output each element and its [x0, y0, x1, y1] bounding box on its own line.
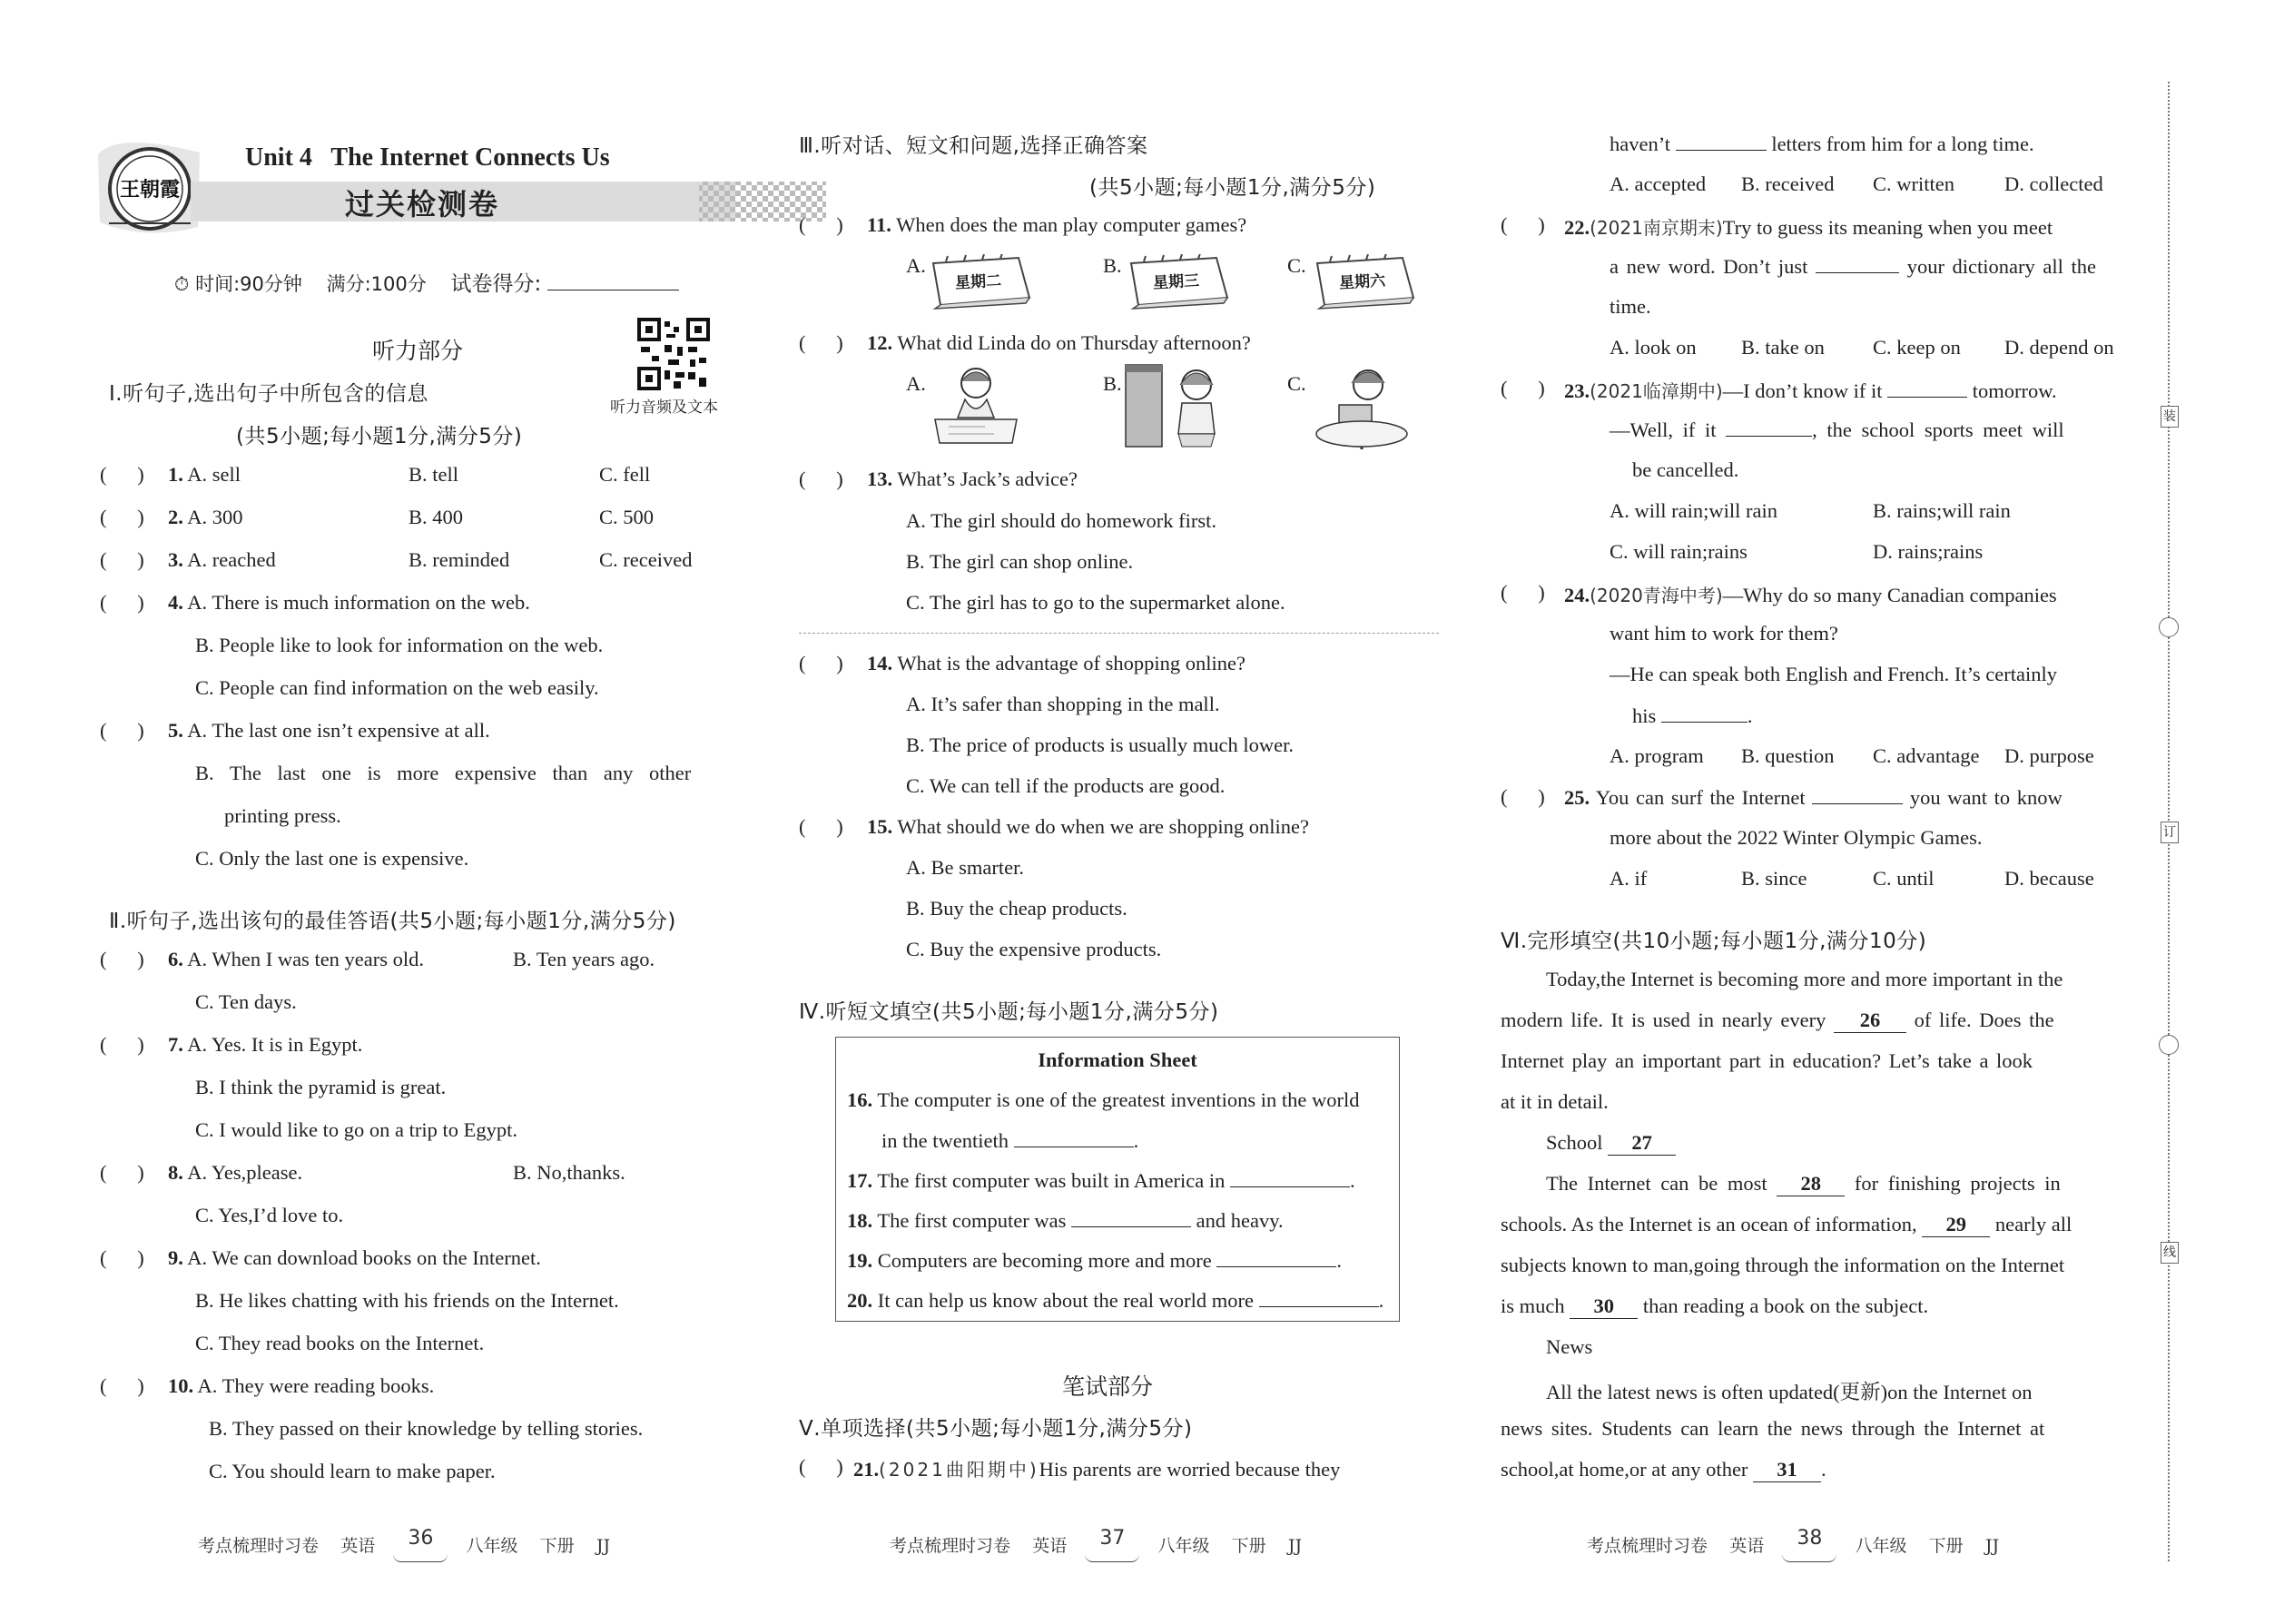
cloze-text: Internet play an important part in education? Let’s take a look — [1501, 1049, 2033, 1072]
answer-paren[interactable]: ( ) — [100, 548, 144, 571]
column-left — [100, 0, 744, 1624]
q25-blank[interactable] — [1812, 785, 1903, 804]
q22-option-d[interactable]: D. depend on — [2004, 336, 2114, 359]
q22-text-cont: a new word. Don’t just — [1610, 255, 1808, 278]
q25-text-cont: more about the 2022 Winter Olympic Games. — [1610, 826, 1983, 849]
q24-text-cont: want him to work for them? — [1610, 622, 1838, 645]
cloze-text: Today,the Internet is becoming more and more important in the — [1546, 968, 2063, 990]
q13-num: 13. — [867, 468, 893, 490]
q6-option-c[interactable]: C. Ten days. — [195, 990, 297, 1013]
q15-num: 15. — [867, 815, 893, 838]
footer-right — [1587, 1527, 2000, 1557]
q24-text-end: his — [1632, 704, 1657, 727]
cloze-blank-26[interactable]: 26 — [1834, 1009, 1906, 1033]
question-4 — [100, 591, 158, 615]
footer-edition: JJ — [596, 1536, 611, 1556]
q22-option-c[interactable]: C. keep on — [1873, 336, 1961, 359]
answer-paren[interactable]: ( ) — [1501, 581, 1545, 604]
question-10 — [100, 1374, 158, 1398]
question-25 — [1501, 785, 1559, 809]
unit-label: Unit 4 — [245, 143, 312, 172]
footer-subject: 英语 — [1032, 1536, 1068, 1556]
cloze-text: news sites. Students can learn the news through the Internet at — [1501, 1417, 2045, 1440]
q4-option-b[interactable]: B. People like to look for information on the web. — [195, 634, 604, 656]
q9-option-b[interactable]: B. He likes chatting with his friends on the Internet. — [195, 1289, 619, 1312]
binding-hole-icon — [2159, 1035, 2179, 1055]
question-13 — [799, 468, 857, 491]
q6-num: 6. — [168, 948, 183, 970]
q25-option-d[interactable]: D. because — [2004, 867, 2094, 890]
q3-option-c[interactable]: C. received — [599, 548, 693, 571]
q16-text: The computer is one of the greatest inventions in the world — [877, 1088, 1360, 1111]
question-11 — [799, 213, 857, 237]
answer-paren[interactable]: ( ) — [100, 506, 144, 528]
q6-option-a[interactable]: A. When I was ten years old. — [187, 948, 425, 970]
footer-edition: JJ — [1984, 1536, 2000, 1556]
binding-mark-3: 线 — [2161, 1242, 2179, 1264]
question-15 — [799, 815, 857, 839]
clock-icon: ⏱ — [174, 273, 190, 295]
footer-subject: 英语 — [1729, 1536, 1765, 1556]
q21-option-d[interactable]: D. collected — [2004, 172, 2103, 195]
cloze-text: All the latest news is often updated(更新)on the Internet on — [1546, 1381, 2033, 1403]
question-3 — [100, 548, 158, 572]
cloze-blank-28[interactable]: 28 — [1777, 1172, 1845, 1196]
q17-text: The first computer was built in America in — [877, 1169, 1226, 1192]
footer-volume: 下册 — [1928, 1536, 1964, 1556]
sec2-title: Ⅱ.听句子,选出该句的最佳答语(共5小题;每小题1分,满分5分) — [109, 910, 676, 933]
q20-text: It can help us know about the real world more — [877, 1289, 1255, 1312]
q2-option-c[interactable]: C. 500 — [599, 506, 655, 528]
question-1 — [100, 463, 158, 487]
answer-paren[interactable]: ( ) — [799, 815, 843, 838]
q2-option-b[interactable]: B. 400 — [409, 506, 464, 528]
cloze-blank-29[interactable]: 29 — [1922, 1213, 1990, 1237]
answer-paren[interactable]: ( ) — [100, 1161, 144, 1184]
q24-source: (2020青海中考) — [1590, 585, 1723, 606]
score-blank[interactable] — [547, 271, 679, 290]
q9-option-a[interactable]: A. We can download books on the Internet. — [187, 1246, 541, 1269]
q20-num: 20. — [847, 1289, 873, 1312]
q15-option-b[interactable]: B. Buy the cheap products. — [906, 897, 1127, 920]
calendar-tuesday-icon[interactable] — [928, 254, 1033, 316]
q15-option-c[interactable]: C. Buy the expensive products. — [906, 938, 1162, 960]
q4-option-c[interactable]: C. People can find information on the web easily. — [195, 676, 599, 699]
q11-option-c[interactable]: C. — [1287, 254, 1306, 277]
calendar-label: 星期三 — [1152, 271, 1200, 293]
q16-num: 16. — [847, 1088, 873, 1111]
q3-num: 3. — [168, 548, 183, 571]
question-8 — [100, 1161, 158, 1185]
q21-text-cont: haven’t — [1610, 133, 1671, 155]
cloze-text: subjects known to man,going through the information on the Internet — [1501, 1254, 2065, 1276]
answer-paren[interactable]: ( ) — [100, 591, 144, 614]
footer-subject: 英语 — [340, 1536, 376, 1556]
answer-paren[interactable]: ( ) — [100, 1246, 144, 1269]
sec1-title: Ⅰ.听句子,选出句子中所包含的信息 — [109, 382, 428, 406]
q1-option-c[interactable]: C. fell — [599, 463, 651, 486]
q13-text: What’s Jack’s advice? — [897, 468, 1078, 490]
question-23 — [1501, 377, 1559, 400]
q25-text: You can surf the Internet — [1595, 786, 1806, 809]
q23-text: —I don’t know if it — [1722, 379, 1883, 402]
question-7 — [100, 1033, 158, 1057]
q13-option-a[interactable]: A. The girl should do homework first. — [906, 509, 1217, 532]
q21-text-tail: letters from him for a long time. — [1771, 133, 2034, 155]
cloze-text: than reading a book on the subject. — [1642, 1294, 1929, 1317]
score-label: 试卷得分: — [450, 272, 542, 296]
footer-grade: 八年级 — [466, 1536, 518, 1556]
q18-num: 18. — [847, 1209, 873, 1232]
title-banner — [191, 180, 844, 225]
q19-num: 19. — [847, 1249, 873, 1272]
q10-option-b[interactable]: B. They passed on their knowledge by telling stories. — [209, 1417, 644, 1440]
binding-mark-2: 订 — [2161, 822, 2179, 843]
answer-paren[interactable]: ( ) — [799, 1455, 843, 1478]
question-6 — [100, 948, 158, 971]
q15-text: What should we do when we are shopping online? — [897, 815, 1309, 838]
q22-option-b[interactable]: B. take on — [1741, 336, 1825, 359]
page-number: 38 — [1797, 1527, 1823, 1550]
q23-option-b[interactable]: B. rains;will rain — [1873, 499, 2011, 522]
q12-num: 12. — [867, 331, 893, 354]
q12-option-c[interactable]: C. — [1287, 372, 1306, 395]
q4-option-a[interactable]: A. There is much information on the web. — [187, 591, 530, 614]
svg-text:王朝霞: 王朝霞 — [119, 179, 181, 202]
cloze-text: nearly all — [1994, 1213, 2072, 1235]
q24-option-d[interactable]: D. purpose — [2004, 744, 2094, 767]
q5-option-b-cont: printing press. — [224, 804, 341, 827]
information-sheet: Information Sheet 16. The computer is one of the greatest inventions in the world in the twentieth . 17. The first computer was built in America in . 18. The first computer was and heavy. 19. Computers are becoming more and more . 20. It can help us know about the real world more . — [835, 1037, 1400, 1322]
footer-book: 考点梳理时习卷 — [198, 1536, 320, 1556]
qr-code-icon[interactable] — [637, 318, 710, 390]
answer-paren[interactable]: ( ) — [100, 1374, 144, 1397]
q10-option-a[interactable]: A. They were reading books. — [197, 1374, 435, 1397]
q3-option-a[interactable]: A. reached — [187, 548, 276, 571]
q25-num: 25. — [1564, 786, 1590, 809]
q22-text-end: time. — [1610, 295, 1651, 318]
q5-num: 5. — [168, 719, 183, 742]
q16-blank[interactable] — [1014, 1128, 1134, 1147]
q23-text-tail: , the school sports meet will — [1812, 418, 2064, 441]
sheet-title: Information Sheet — [1038, 1048, 1197, 1071]
q23-blank-2[interactable] — [1726, 418, 1812, 437]
q12-text: What did Linda do on Thursday afternoon? — [897, 331, 1251, 354]
q7-num: 7. — [168, 1033, 183, 1056]
q12-option-b[interactable]: B. — [1103, 372, 1122, 395]
q9-num: 9. — [168, 1246, 183, 1269]
unit-title: The Internet Connects Us — [330, 143, 610, 172]
q24-period: . — [1747, 704, 1753, 727]
q24-blank[interactable] — [1661, 704, 1748, 723]
question-5 — [100, 719, 158, 743]
q8-option-b[interactable]: B. No,thanks. — [513, 1161, 625, 1184]
calendar-wednesday-icon[interactable] — [1126, 254, 1231, 316]
question-12 — [799, 331, 857, 355]
q8-num: 8. — [168, 1161, 183, 1184]
cloze-text: for finishing projects in — [1854, 1172, 2061, 1195]
q18-text: The first computer was — [877, 1209, 1067, 1232]
q23-text-end: be cancelled. — [1632, 458, 1739, 481]
answer-paren[interactable]: ( ) — [799, 331, 843, 354]
q5-option-a[interactable]: A. The last one isn’t expensive at all. — [187, 719, 490, 742]
q22-text: Try to guess its meaning when you meet — [1722, 216, 2053, 239]
q16-text-cont: in the twentieth — [881, 1129, 1009, 1152]
time-info: 时间:90分钟 — [195, 273, 302, 295]
q3-option-b[interactable]: B. reminded — [409, 548, 510, 571]
cloze-text: is much — [1501, 1294, 1565, 1317]
page-number: 36 — [408, 1527, 434, 1550]
q18-blank[interactable] — [1071, 1208, 1191, 1227]
q21-option-c[interactable]: C. written — [1873, 172, 1954, 195]
q23-blank-1[interactable] — [1887, 379, 1967, 398]
footer-book: 考点梳理时习卷 — [890, 1536, 1011, 1556]
q2-option-a[interactable]: A. 300 — [187, 506, 243, 528]
q2-num: 2. — [168, 506, 183, 528]
q8-option-c[interactable]: C. Yes,I’d love to. — [195, 1204, 344, 1226]
q22-text-tail: your dictionary all the — [1906, 255, 2097, 278]
q14-option-c[interactable]: C. We can tell if the products are good. — [906, 774, 1226, 797]
cloze-heading-news: News — [1546, 1335, 1593, 1358]
answer-paren[interactable]: ( ) — [100, 719, 144, 742]
q17-blank[interactable] — [1230, 1168, 1350, 1187]
cloze-blank-30[interactable]: 30 — [1570, 1294, 1638, 1319]
calendar-saturday-icon[interactable] — [1312, 254, 1417, 316]
answer-paren[interactable]: ( ) — [799, 213, 843, 236]
test-title: 过关检测卷 — [345, 187, 500, 221]
q24-option-c[interactable]: C. advantage — [1873, 744, 1980, 767]
q21-option-a[interactable]: A. accepted — [1610, 172, 1707, 195]
score-info: 满分:100分 — [326, 273, 427, 295]
writing-title: 笔试部分 — [1062, 1373, 1154, 1400]
q22-blank[interactable] — [1816, 254, 1899, 273]
column-middle — [799, 0, 1439, 1624]
cloze-blank-31[interactable]: 31 — [1753, 1458, 1821, 1482]
footer-left — [198, 1527, 611, 1557]
q7-option-c[interactable]: C. I would like to go on a trip to Egypt. — [195, 1118, 517, 1141]
answer-paren[interactable]: ( ) — [100, 948, 144, 970]
binding-mark-1: 装 — [2161, 406, 2179, 428]
girl-at-fridge-icon[interactable] — [1124, 363, 1224, 449]
q14-option-a[interactable]: A. It’s safer than shopping in the mall. — [906, 693, 1220, 715]
sec1-note: (共5小题;每小题1分,满分5分) — [236, 425, 523, 448]
q22-source: (2021南京期末) — [1590, 217, 1723, 239]
sec6-title: Ⅵ.完形填空(共10小题;每小题1分,满分10分) — [1501, 930, 1927, 953]
qr-caption: 听力音频及文本 — [610, 399, 718, 417]
q6-option-b[interactable]: B. Ten years ago. — [513, 948, 655, 970]
question-21 — [799, 1455, 857, 1479]
q5-option-b[interactable]: B. The last one is more expensive than any other — [195, 762, 692, 784]
listening-title: 听力部分 — [372, 338, 464, 364]
q11-text: When does the man play computer games? — [896, 213, 1247, 236]
q23-option-a[interactable]: A. will rain;will rain — [1610, 499, 1777, 522]
answer-paren[interactable]: ( ) — [1501, 785, 1545, 808]
question-14 — [799, 652, 857, 675]
q21-blank[interactable] — [1676, 132, 1767, 151]
answer-paren[interactable]: ( ) — [1501, 377, 1545, 399]
cloze-blank-27[interactable]: 27 — [1608, 1131, 1676, 1156]
q21-num: 21. — [853, 1458, 880, 1481]
q24-num: 24. — [1564, 584, 1590, 606]
cloze-heading-school: School — [1546, 1131, 1603, 1154]
q17-num: 17. — [847, 1169, 873, 1192]
footer-grade: 八年级 — [1157, 1536, 1210, 1556]
cloze-text: modern life. It is used in nearly every — [1501, 1009, 1826, 1031]
q11-option-a[interactable]: A. — [906, 254, 926, 277]
calendar-label: 星期六 — [1338, 271, 1386, 293]
q25-option-a[interactable]: A. if — [1610, 867, 1648, 890]
q11-option-b[interactable]: B. — [1103, 254, 1122, 277]
q23-text-cont: —Well, if it — [1610, 418, 1717, 441]
sec3-note: (共5小题;每小题1分,满分5分) — [1089, 176, 1376, 200]
q7-option-b[interactable]: B. I think the pyramid is great. — [195, 1076, 447, 1098]
q5-option-c[interactable]: C. Only the last one is expensive. — [195, 847, 469, 870]
q23-option-d[interactable]: D. rains;rains — [1873, 540, 1984, 563]
q14-num: 14. — [867, 652, 893, 674]
footer-volume: 下册 — [539, 1536, 575, 1556]
page-number: 37 — [1099, 1527, 1126, 1550]
cloze-text: of life. Does the — [1914, 1009, 2054, 1031]
q1-num: 1. — [168, 463, 183, 486]
answer-paren[interactable]: ( ) — [799, 468, 843, 490]
q1-option-b[interactable]: B. tell — [409, 463, 458, 486]
girl-writing-icon[interactable] — [930, 363, 1021, 449]
sec5-title: Ⅴ.单项选择(共5小题;每小题1分,满分5分) — [799, 1417, 1193, 1441]
cloze-text: The Internet can be most — [1546, 1172, 1767, 1195]
q11-num: 11. — [867, 213, 891, 236]
q19-text: Computers are becoming more and more — [877, 1249, 1212, 1272]
q13-option-c[interactable]: C. The girl has to go to the supermarket alone. — [906, 591, 1285, 614]
binding-hole-icon — [2159, 617, 2179, 637]
q9-option-c[interactable]: C. They read books on the Internet. — [195, 1332, 485, 1354]
column-right — [1496, 0, 2141, 1624]
cloze-text: . — [1821, 1458, 1826, 1481]
q23-source: (2021临漳期中) — [1590, 380, 1723, 402]
q24-option-a[interactable]: A. program — [1610, 744, 1704, 767]
cloze-text: schools. As the Internet is an ocean of information, — [1501, 1213, 1917, 1235]
cloze-text: at it in detail. — [1501, 1090, 1609, 1113]
q8-option-a[interactable]: A. Yes,please. — [187, 1161, 303, 1184]
question-9 — [100, 1246, 158, 1270]
q22-option-a[interactable]: A. look on — [1610, 336, 1697, 359]
cloze-text: school,at home,or at any other — [1501, 1458, 1748, 1481]
q1-option-a[interactable]: A. sell — [187, 463, 241, 486]
q10-num: 10. — [168, 1374, 194, 1397]
footer-grade: 八年级 — [1855, 1536, 1907, 1556]
q19-blank[interactable] — [1216, 1248, 1336, 1267]
q14-text: What is the advantage of shopping online? — [897, 652, 1245, 674]
q22-num: 22. — [1564, 216, 1590, 239]
q23-num: 23. — [1564, 379, 1590, 402]
q18-tail: and heavy. — [1196, 1209, 1284, 1232]
answer-paren[interactable]: ( ) — [100, 463, 144, 486]
sec4-title: Ⅳ.听短文填空(共5小题;每小题1分,满分5分) — [799, 1000, 1219, 1024]
q7-option-a[interactable]: A. Yes. It is in Egypt. — [187, 1033, 363, 1056]
divider — [799, 633, 1439, 634]
footer-volume: 下册 — [1231, 1536, 1266, 1556]
q13-option-b[interactable]: B. The girl can shop online. — [906, 550, 1134, 573]
q20-blank[interactable] — [1259, 1288, 1379, 1307]
question-2 — [100, 506, 158, 529]
q24-text-cont-2: —He can speak both English and French. It’s certainly — [1610, 663, 2057, 685]
q21-source: (2021曲阳期中) — [879, 1459, 1039, 1481]
answer-paren[interactable]: ( ) — [100, 1033, 144, 1056]
q21-option-b[interactable]: B. received — [1741, 172, 1835, 195]
calendar-label: 星期二 — [954, 271, 1002, 293]
answer-paren[interactable]: ( ) — [1501, 213, 1545, 236]
footer-book: 考点梳理时习卷 — [1587, 1536, 1708, 1556]
footer-middle — [890, 1527, 1303, 1557]
q10-option-c[interactable]: C. You should learn to make paper. — [209, 1460, 496, 1482]
footer-edition: JJ — [1287, 1536, 1303, 1556]
q21-text: His parents are worried because they — [1039, 1458, 1341, 1481]
q14-option-b[interactable]: B. The price of products is usually much lower. — [906, 733, 1295, 756]
q12-option-a[interactable]: A. — [906, 372, 926, 395]
sec3-title: Ⅲ.听对话、短文和问题,选择正确答案 — [799, 134, 1148, 158]
question-22 — [1501, 213, 1559, 237]
girl-on-computer-icon[interactable] — [1312, 363, 1412, 449]
q23-tail: tomorrow. — [1972, 379, 2057, 402]
q25-option-b[interactable]: B. since — [1741, 867, 1807, 890]
answer-paren[interactable]: ( ) — [799, 652, 843, 674]
q15-option-a[interactable]: A. Be smarter. — [906, 856, 1024, 879]
q25-tail: you want to know — [1909, 786, 2063, 809]
q23-option-c[interactable]: C. will rain;rains — [1610, 540, 1748, 563]
question-24 — [1501, 581, 1559, 605]
q25-option-c[interactable]: C. until — [1873, 867, 1935, 890]
q4-num: 4. — [168, 591, 183, 614]
q24-option-b[interactable]: B. question — [1741, 744, 1835, 767]
q24-text: —Why do so many Canadian companies — [1722, 584, 2057, 606]
